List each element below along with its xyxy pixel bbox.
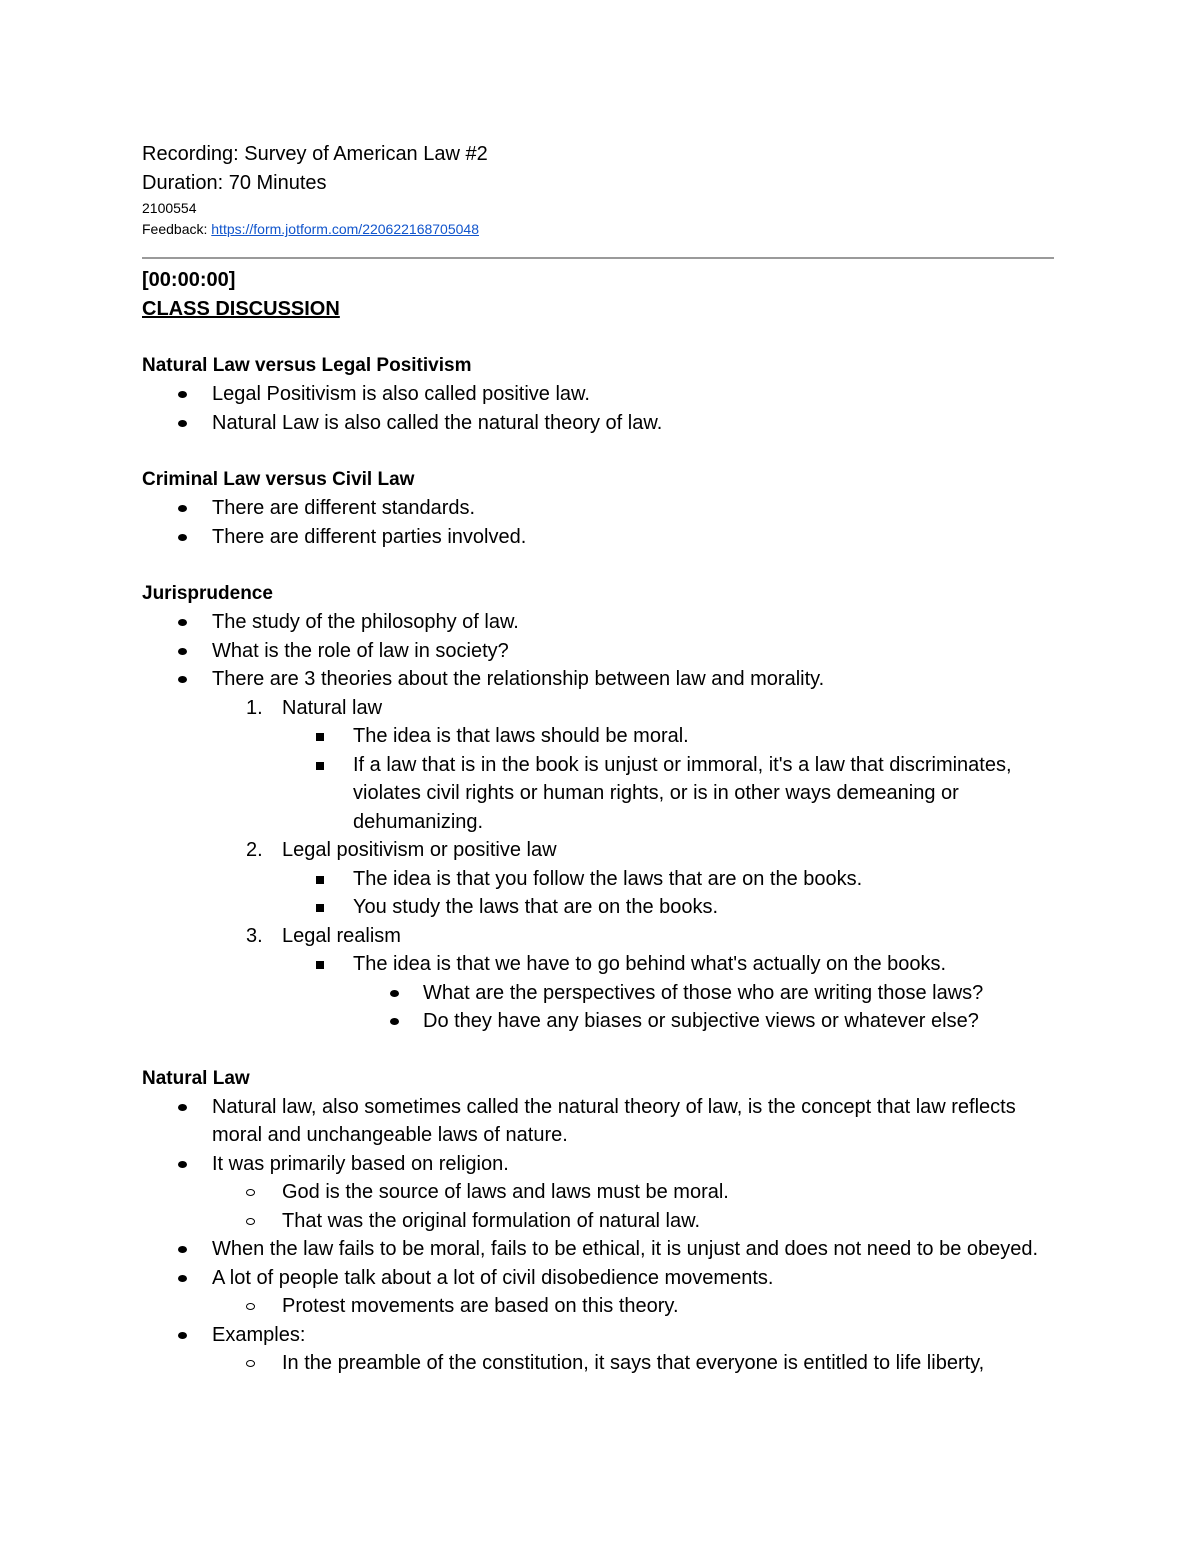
square-bullet-icon — [316, 961, 324, 969]
square-bullet-icon — [316, 904, 324, 912]
hollow-bullet-icon — [246, 1189, 255, 1196]
list-item — [142, 1007, 1054, 1036]
list-item — [142, 751, 1054, 837]
list-number: 1. — [246, 696, 263, 719]
list-item-text: God is the source of laws and laws must be moral. — [282, 1181, 729, 1203]
list-item — [142, 608, 1054, 637]
bullet-icon — [178, 1161, 187, 1168]
bullet-icon — [178, 505, 187, 512]
list-item-text: The idea is that we have to go behind what's actually on the books. — [353, 953, 947, 975]
list-item — [142, 1292, 1054, 1321]
list-item — [142, 665, 1054, 694]
list-item — [142, 1207, 1054, 1236]
list-item-text: There are different standards. — [212, 497, 476, 519]
feedback-line — [142, 219, 488, 240]
id-number: 2100554 — [142, 200, 197, 216]
bullet-icon — [178, 1275, 187, 1282]
timestamp: [00:00:00] — [142, 269, 236, 291]
list-item-text: Natural law, also sometimes called the natural theory of law, is the concept that law reflects moral and unchangeable laws of nature. — [212, 1095, 1016, 1146]
hollow-bullet-icon — [246, 1303, 255, 1310]
list-item — [142, 523, 1054, 552]
list-item — [142, 893, 1054, 922]
list-item-text: There are 3 theories about the relationship between law and morality. — [212, 668, 825, 690]
numbered-item — [142, 836, 1054, 865]
list-item-text: You study the laws that are on the books. — [353, 896, 719, 918]
square-bullet-icon — [316, 733, 324, 741]
horizontal-divider — [142, 257, 1054, 259]
list-item-text: There are different parties involved. — [212, 525, 527, 548]
list-number: 2. — [246, 839, 263, 861]
list-item — [142, 1264, 1054, 1293]
recording-title: Recording: Survey of American Law #2 — [142, 143, 488, 165]
section-title-natural-law: Natural Law — [142, 1067, 250, 1089]
list-item — [142, 979, 1054, 1008]
bullet-icon — [178, 1246, 187, 1253]
list-item — [142, 1321, 1054, 1350]
list-item-text: Legal positivism or positive law — [282, 839, 557, 861]
list-item-text: Examples: — [212, 1323, 306, 1346]
bullet-icon — [178, 1104, 187, 1111]
list-item-text: Legal Positivism is also called positive law. — [212, 383, 590, 405]
feedback-link[interactable]: https://form.jotform.com/220622168705048 — [211, 221, 479, 237]
list-item-text: Do they have any biases or subjective views or whatever else? — [423, 1010, 979, 1032]
list-item-text: It was primarily based on religion. — [212, 1152, 509, 1175]
list-item-text: Natural Law is also called the natural theory of law. — [212, 411, 663, 434]
list-item — [142, 950, 1054, 979]
square-bullet-icon — [316, 762, 324, 770]
bullet-icon — [390, 1018, 399, 1025]
list-item-text: The idea is that laws should be moral. — [353, 725, 689, 747]
duration-line: Duration: 70 Minutes — [142, 172, 327, 194]
section-title-criminal-vs-civil: Criminal Law versus Civil Law — [142, 469, 415, 490]
list-item — [142, 409, 1054, 438]
hollow-bullet-icon — [246, 1218, 255, 1225]
list-item — [142, 1349, 1054, 1378]
section-title-natural-vs-positivism: Natural Law versus Legal Positivism — [142, 355, 472, 376]
list-item-text: When the law fails to be moral, fails to be ethical, it is unjust and does not need to be obeyed. — [212, 1238, 1039, 1260]
section-title-jurisprudence: Jurisprudence — [142, 583, 273, 604]
square-bullet-icon — [316, 876, 324, 884]
transcript-body — [142, 266, 1054, 1378]
bullet-icon — [178, 420, 187, 427]
list-item-text: A lot of people talk about a lot of civil disobedience movements. — [212, 1266, 774, 1289]
list-item-text: If a law that is in the book is unjust or immoral, it's a law that discriminates, violates civil rights or human rights, or is in other ways demeaning or dehumanizing. — [353, 753, 1012, 833]
numbered-item — [142, 922, 1054, 951]
list-item-text: That was the original formulation of natural law. — [282, 1209, 700, 1232]
list-item — [142, 1150, 1054, 1179]
list-item — [142, 1178, 1054, 1207]
bullet-icon — [390, 990, 399, 997]
list-item — [142, 637, 1054, 666]
bullet-icon — [178, 391, 187, 398]
list-item — [142, 722, 1054, 751]
document-header — [142, 140, 488, 240]
bullet-icon — [178, 1332, 187, 1339]
list-item-text: Natural law — [282, 696, 383, 719]
bullet-icon — [178, 534, 187, 541]
list-item-text: Legal realism — [282, 924, 401, 947]
list-item-text: In the preamble of the constitution, it says that everyone is entitled to life liberty, — [282, 1352, 985, 1374]
list-item-text: What is the role of law in society? — [212, 639, 509, 662]
list-item-text: The idea is that you follow the laws that are on the books. — [353, 867, 863, 890]
bullet-icon — [178, 619, 187, 626]
list-item — [142, 380, 1054, 409]
list-item — [142, 1235, 1054, 1264]
hollow-bullet-icon — [246, 1360, 255, 1367]
list-item-text: The study of the philosophy of law. — [212, 611, 519, 633]
numbered-item — [142, 694, 1054, 723]
bullet-icon — [178, 648, 187, 655]
list-item-text: Protest movements are based on this theory. — [282, 1295, 679, 1317]
list-item — [142, 865, 1054, 894]
list-number: 3. — [246, 924, 263, 947]
section-heading: CLASS DISCUSSION — [142, 298, 340, 320]
bullet-icon — [178, 676, 187, 683]
feedback-label: Feedback: — [142, 221, 212, 237]
list-item — [142, 1093, 1054, 1150]
list-item — [142, 494, 1054, 523]
list-item-text: What are the perspectives of those who are writing those laws? — [423, 981, 984, 1004]
